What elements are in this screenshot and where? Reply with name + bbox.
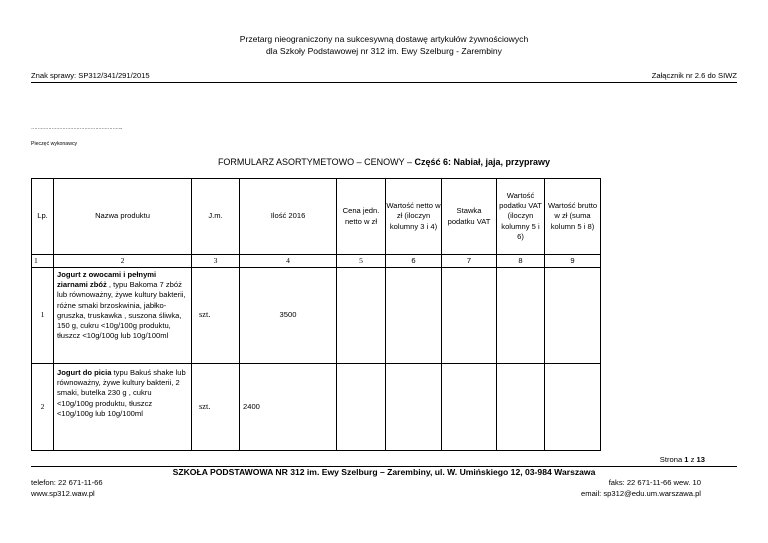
header-row (32, 179, 601, 255)
header-rule (31, 82, 737, 83)
row-product-name-rest: typu Bakuś shake lub równoważny, żywe kultury bakterii, 2 smaki, butelka 230 g , cukru <10g/100g produktu, tłuszcz <10g/100g lub 10g/100ml (57, 368, 186, 418)
page-number (660, 455, 705, 464)
row-product-name (54, 364, 192, 451)
col-number: 9 (545, 255, 601, 268)
column-number-row (32, 255, 601, 268)
stamp-label: Pieczęć wykonawcy (31, 141, 78, 147)
col-header-vat-value: Wartość podatku VAT (iloczyn kolumny 5 i 6) (497, 179, 545, 255)
row-gross-cell[interactable] (545, 364, 601, 451)
col-header-qty: Ilość 2016 (240, 179, 337, 255)
col-header-gross: Wartość brutto w zł (suma kolumn 5 i 8) (545, 179, 601, 255)
col-number: 7 (442, 255, 497, 268)
col-number: 3 (192, 255, 240, 268)
row-vat-value-cell[interactable] (497, 364, 545, 451)
row-vat-rate-cell[interactable] (442, 364, 497, 451)
footer-email[interactable]: email: sp312@edu.um.warszawa.pl (581, 489, 701, 498)
footer-phone: telefon: 22 671-11-66 (31, 478, 103, 487)
form-title-suffix: : Nabiał, jaja, przyprawy (448, 157, 551, 167)
row-product-name-rest: , typu Bakoma 7 zbóż lub równoważny, żywe kultury bakterii, różne smaki brzoskwinia, jabłko-gruszka, truskawka , suszona śliwka, 150 g, cukru <10g/100g produktu, tłuszcz <10g/100g lub 10g/100ml (57, 280, 186, 341)
case-number: Znak sprawy: SP312/341/291/2015 (31, 71, 150, 80)
col-number: 8 (497, 255, 545, 268)
row-lp: 1 (32, 268, 54, 364)
col-number: 4 (240, 255, 337, 268)
footer-website[interactable]: www.sp312.waw.pl (31, 489, 95, 498)
header-line-1: Przetarg nieograniczony na sukcesywną dostawę artykułów żywnościowych (239, 34, 529, 44)
row-vat-value-cell[interactable] (497, 268, 545, 364)
col-header-name: Nazwa produktu (54, 179, 192, 255)
row-unit: szt. (192, 268, 240, 364)
table-row (32, 268, 601, 364)
row-lp: 2 (32, 364, 54, 451)
stamp-dots: ………………………………………………….. (31, 125, 122, 131)
col-header-lp: Lp. (32, 179, 54, 255)
row-net-cell[interactable] (386, 364, 442, 451)
col-header-price: Cena jedn. netto w zł (337, 179, 386, 255)
annex-label: Załącznik nr 2.6 do SIWZ (651, 71, 737, 80)
page-prefix: Strona (659, 455, 685, 464)
table-row (32, 364, 601, 451)
row-gross-cell[interactable] (545, 268, 601, 364)
col-number: 6 (386, 255, 442, 268)
col-header-unit: J.m. (192, 179, 240, 255)
row-unit: szt. (192, 364, 240, 451)
footer-school: SZKOŁA PODSTAWOWA NR 312 im. Ewy Szelburg – Zarembiny, ul. W. Umińskiego 12, 03-984 Warszawa (172, 467, 596, 477)
row-product-name (54, 268, 192, 364)
col-header-net: Wartość netto w zł (iloczyn kolumny 3 i 4) (386, 179, 442, 255)
row-product-name-bold: Jogurt do picia (57, 368, 112, 377)
row-price-cell[interactable] (337, 268, 386, 364)
col-number: 5 (337, 255, 386, 268)
row-qty: 3500 (240, 268, 337, 364)
form-title-part: Część 6 (414, 157, 448, 167)
row-net-cell[interactable] (386, 268, 442, 364)
header-line-2: dla Szkoły Podstawowej nr 312 im. Ewy Szelburg - Zarembiny (266, 46, 502, 56)
page-sep: z (688, 455, 697, 464)
form-title-prefix: FORMULARZ ASORTYMETOWO – CENOWY – (217, 157, 415, 167)
row-vat-rate-cell[interactable] (442, 268, 497, 364)
col-number: 2 (54, 255, 192, 268)
page-total: 13 (696, 455, 705, 464)
row-product-name-bold: Jogurt z owocami i pełnymi ziarnami zbóż (57, 270, 157, 290)
footer-fax: faks: 22 671-11-66 wew. 10 (608, 478, 701, 487)
row-qty: 2400 (240, 364, 337, 451)
page-current: 1 (684, 455, 689, 464)
assortment-table (31, 178, 601, 451)
col-header-vat-rate: Stawka podatku VAT (442, 179, 497, 255)
col-number: 1 (32, 255, 54, 268)
form-title (0, 157, 768, 167)
row-price-cell[interactable] (337, 364, 386, 451)
